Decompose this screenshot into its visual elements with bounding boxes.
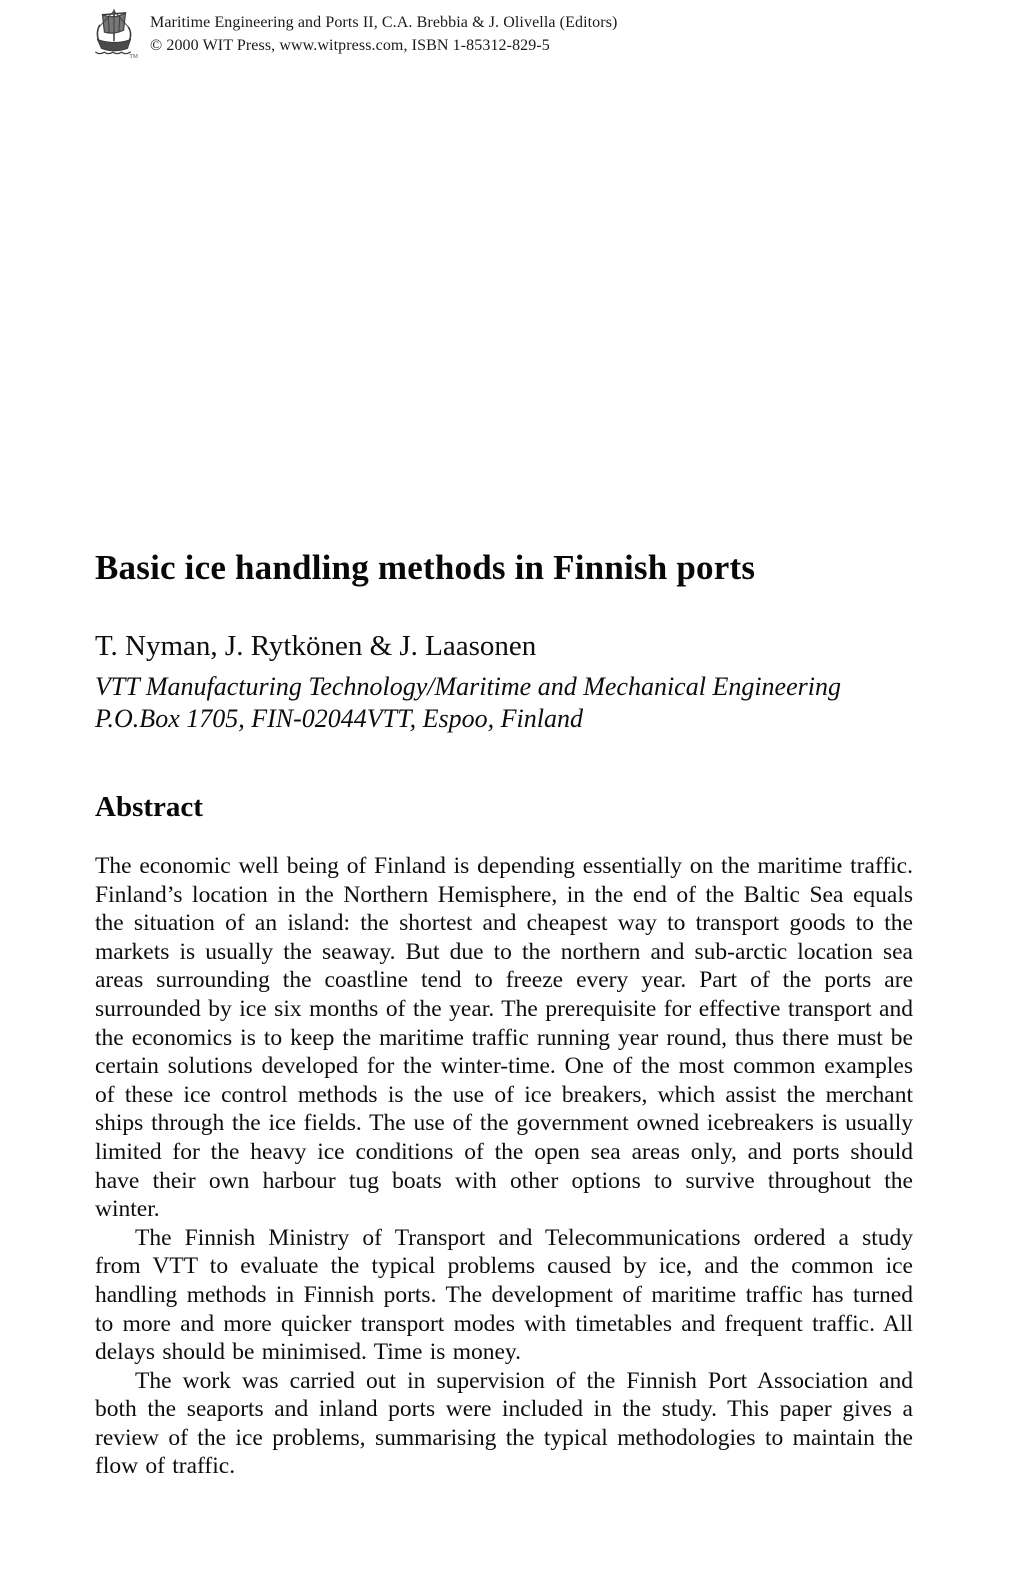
paper-title: Basic ice handling methods in Finnish ports bbox=[95, 548, 756, 587]
abstract-heading: Abstract bbox=[95, 791, 203, 823]
abstract-body bbox=[95, 852, 913, 1481]
publisher-header bbox=[90, 6, 617, 60]
abstract-paragraph: The economic well being of Finland is depending essentially on the maritime traffic. Finland’s location in the Northern Hemisphere, in the end of the Baltic Sea equals the situation of an island: the shortest and cheapest way to transport goods to the markets is usually the seaway. But due to the northern and sub-arctic location sea areas surrounding the coastline tend to freeze every year. Part of the ports are surrounded by ice six months of the year. The prerequisite for effective transport and the economics is to keep the maritime traffic running year round, thus there must be certain solutions developed for the winter-time. One of the most common examples of these ice control methods is the use of ice breakers, which assist the merchant ships through the ice fields. The use of the government owned icebreakers is usually limited for the heavy ice conditions of the open sea areas only, and ports should have their own harbour tug boats with other options to survive throughout the winter. bbox=[95, 853, 913, 1223]
publisher-line2: © 2000 WIT Press, www.witpress.com, ISBN 1-85312-829-5 bbox=[150, 36, 550, 54]
affiliation-block bbox=[95, 671, 925, 735]
wit-press-ship-logo-icon bbox=[90, 6, 138, 60]
abstract-paragraph: The work was carried out in supervision of the Finnish Port Association and both the seaports and inland ports were included in the study. This paper gives a review of the ice problems, summarising the typical methodologies to maintain the flow of traffic. bbox=[95, 1367, 913, 1480]
logo-tm-text: TM bbox=[129, 53, 138, 60]
affiliation-address-line: P.O.Box 1705, FIN-02044VTT, Espoo, Finland bbox=[95, 704, 583, 733]
abstract-paragraph: The Finnish Ministry of Transport and Telecommunications ordered a study from VTT to evaluate the typical problems caused by ice, and the common ice handling methods in Finnish ports. The development of maritime traffic has turned to more and more quicker transport modes with timetables and frequent traffic. All delays should be minimised. Time is money. bbox=[95, 1224, 913, 1366]
publisher-info bbox=[150, 6, 617, 57]
affiliation-line: VTT Manufacturing Technology/Maritime and Mechanical Engineering bbox=[95, 672, 841, 701]
publisher-line1: Maritime Engineering and Ports II, C.A. Brebbia & J. Olivella (Editors) bbox=[150, 14, 618, 31]
authors-line: T. Nyman, J. Rytkönen & J. Laasonen bbox=[95, 630, 537, 662]
